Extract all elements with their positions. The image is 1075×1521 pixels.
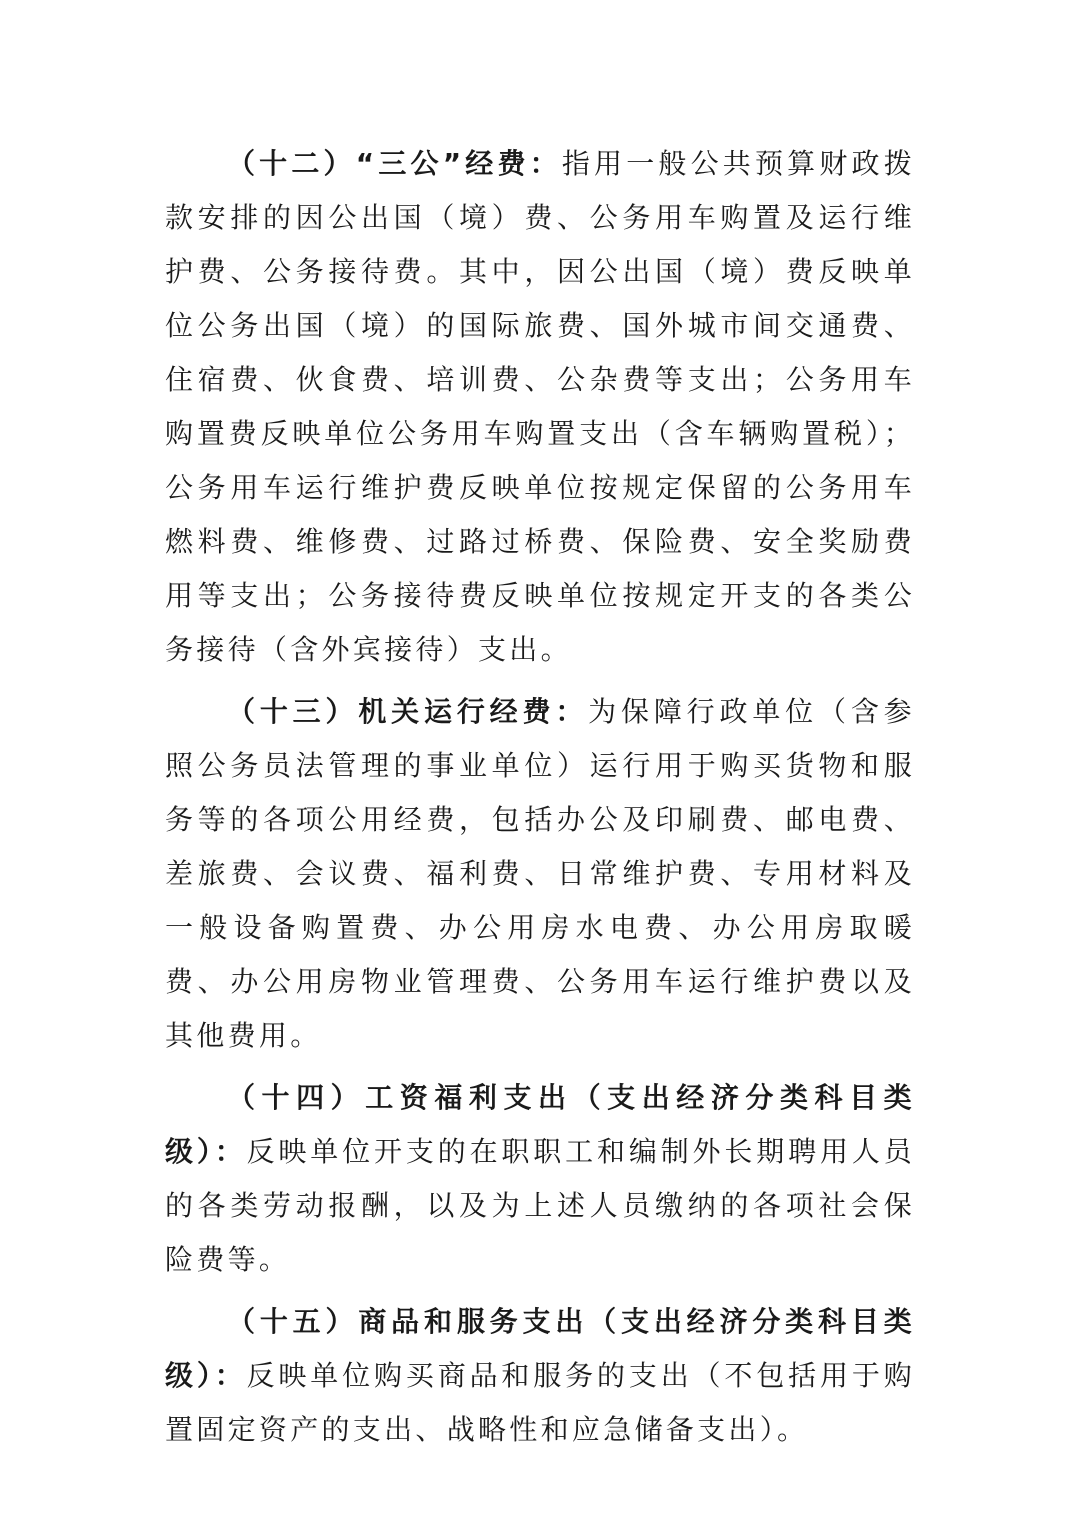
paragraph-san-gong-funds <box>165 137 915 677</box>
term-heading: （十三）机关运行经费： <box>227 695 589 728</box>
term-definition: 反映单位购买商品和服务的支出（不包括用于购置固定资产的支出、战略性和应急储备支出）。 <box>165 1359 915 1446</box>
term-definition: 为保障行政单位（含参照公务员法管理的事业单位）运行用于购买货物和服务等的各项公用经费，包括办公及印刷费、邮电费、差旅费、会议费、福利费、日常维护费、专用材料及一般设备购置费、办公用房水电费、办公用房取暖费、办公用房物业管理费、公务用车运行维护费以及其他费用。 <box>165 695 915 1052</box>
term-definition: 指用一般公共预算财政拨款安排的因公出国（境）费、公务用车购置及运行维护费、公务接待费。其中，因公出国（境）费反映单位公务出国（境）的国际旅费、国外城市间交通费、住宿费、伙食费、培训费、公杂费等支出；公务用车购置费反映单位公务用车购置支出（含车辆购置税）；公务用车运行维护费反映单位按规定保留的公务用车燃料费、维修费、过路过桥费、保险费、安全奖励费用等支出；公务接待费反映单位按规定开支的各类公务接待（含外宾接待）支出。 <box>165 147 915 666</box>
paragraph-wage-welfare-expenditure <box>165 1071 915 1287</box>
paragraph-goods-services-expenditure <box>165 1295 915 1457</box>
term-definition: 反映单位开支的在职职工和编制外长期聘用人员的各类劳动报酬，以及为上述人员缴纳的各项社会保险费等。 <box>165 1135 915 1276</box>
term-heading: （十四）工资福利支出（支出经济分类科目类级）： <box>165 1081 915 1168</box>
paragraph-agency-operating-funds <box>165 685 915 1063</box>
term-heading: （十五）商品和服务支出（支出经济分类科目类级）： <box>165 1305 915 1392</box>
term-heading: （十二）“三公”经费： <box>227 147 562 180</box>
document-page <box>165 137 915 1457</box>
